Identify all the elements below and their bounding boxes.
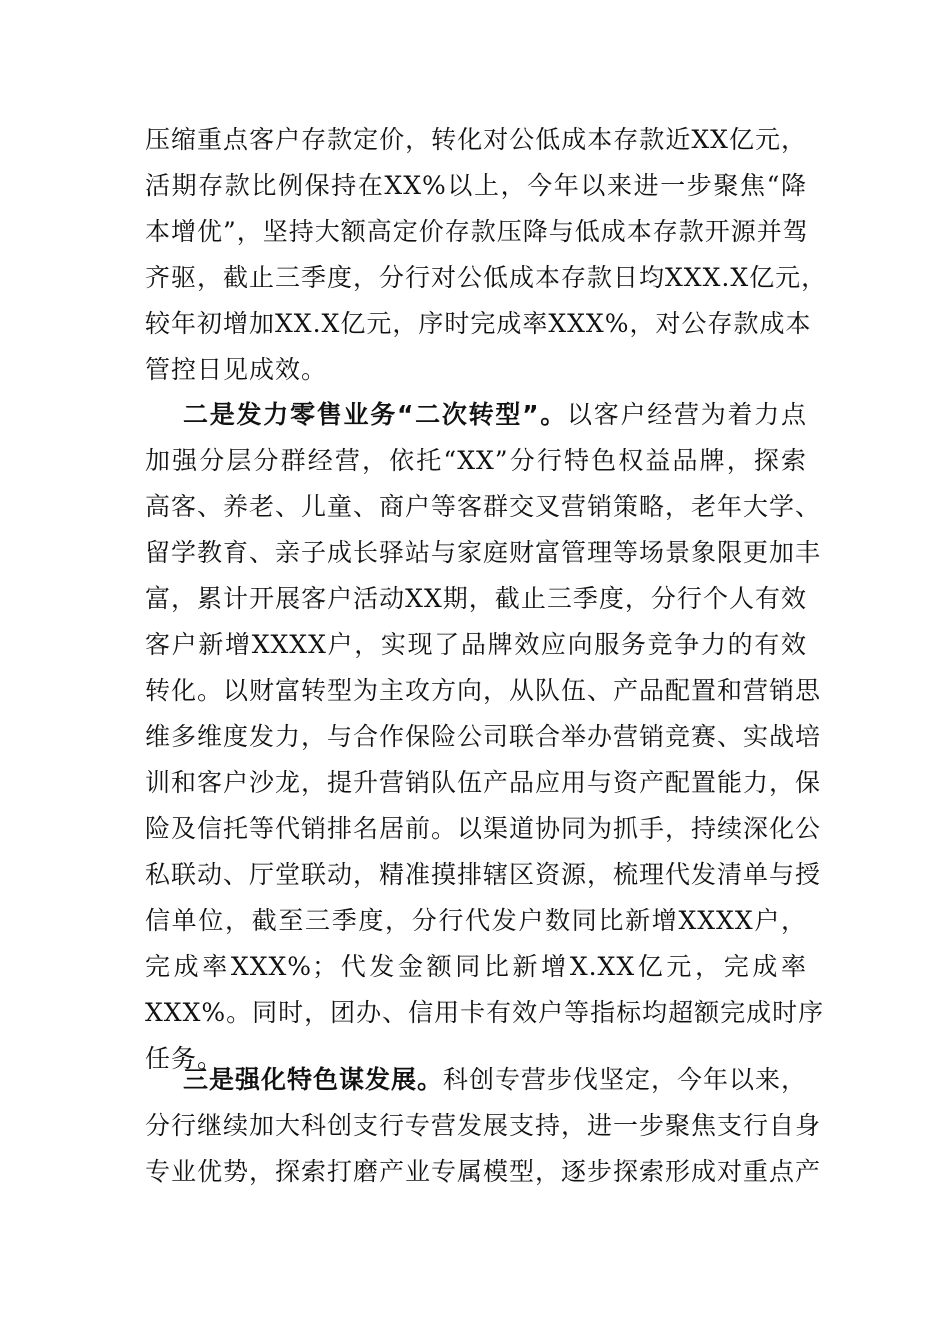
text-line: 高客、养老、儿童、商户等客群交叉营销策略，老年大学、 (145, 492, 822, 521)
text-line: 转化。以财富转型为主攻方向，从队伍、产品配置和营销思 (145, 676, 822, 705)
text-line: 私联动、厅堂联动，精准摸排辖区资源，梳理代发清单与授 (145, 860, 822, 889)
text-line: 留学教育、亲子成长驿站与家庭财富管理等场景象限更加丰 (145, 538, 822, 567)
text-line: 富，累计开展客户活动XX期，截止三季度，分行个人有效 (145, 584, 807, 613)
text-line: 维多维度发力，与合作保险公司联合举办营销竞赛、实战培 (145, 722, 822, 751)
text-line: 压缩重点客户存款定价，转化对公低成本存款近XX亿元， (145, 125, 807, 154)
paragraph-heading: 三是强化特色谋发展。 (183, 1065, 444, 1094)
paragraph-retail-transformation (145, 392, 825, 1082)
text-span: 以客户经营为着力点 (567, 400, 807, 429)
text-line: 完成率XXX%；代发金额同比新增X.XX亿元，完成率 (145, 952, 807, 981)
text-line: 分行继续加大科创支行专营发展支持，进一步聚焦支行自身 (145, 1111, 822, 1140)
text-span: 科创专营步伐坚定，今年以来， (443, 1065, 808, 1094)
text-line (145, 392, 807, 438)
text-line: 本增优”，坚持大额高定价存款压降与低成本存款开源并驾 (145, 217, 809, 246)
text-line (145, 1057, 807, 1103)
text-line: 较年初增加XX.X亿元，序时完成率XXX%，对公存款成本 (145, 309, 812, 338)
text-line: 加强分层分群经营，依托“XX”分行特色权益品牌，探索 (145, 446, 807, 475)
paragraph-deposit-cost (145, 117, 828, 393)
text-line: 训和客户沙龙，提升营销队伍产品应用与资产配置能力，保 (145, 768, 822, 797)
paragraph-specialty-development (145, 1057, 822, 1195)
text-line: 任务。 (145, 1044, 224, 1073)
paragraph-heading: 二是发力零售业务“二次转型”。 (183, 400, 568, 429)
text-line: 齐驱，截止三季度，分行对公低成本存款日均XXX.X亿元， (145, 263, 828, 292)
text-line: 活期存款比例保持在XX%以上，今年以来进一步聚焦“降 (145, 171, 807, 200)
text-line: 客户新增XXXX户，实现了品牌效应向服务竞争力的有效 (145, 630, 807, 659)
text-line: 管控日见成效。 (145, 355, 328, 384)
text-line: 信单位，截至三季度，分行代发户数同比新增XXXX户， (145, 906, 807, 935)
text-line: XXX%。同时，团办、信用卡有效户等指标均超额完成时序 (145, 998, 825, 1027)
text-line: 险及信托等代销排名居前。以渠道协同为抓手，持续深化公 (145, 814, 822, 843)
text-line: 专业优势，探索打磨产业专属模型，逐步探索形成对重点产 (145, 1157, 822, 1186)
